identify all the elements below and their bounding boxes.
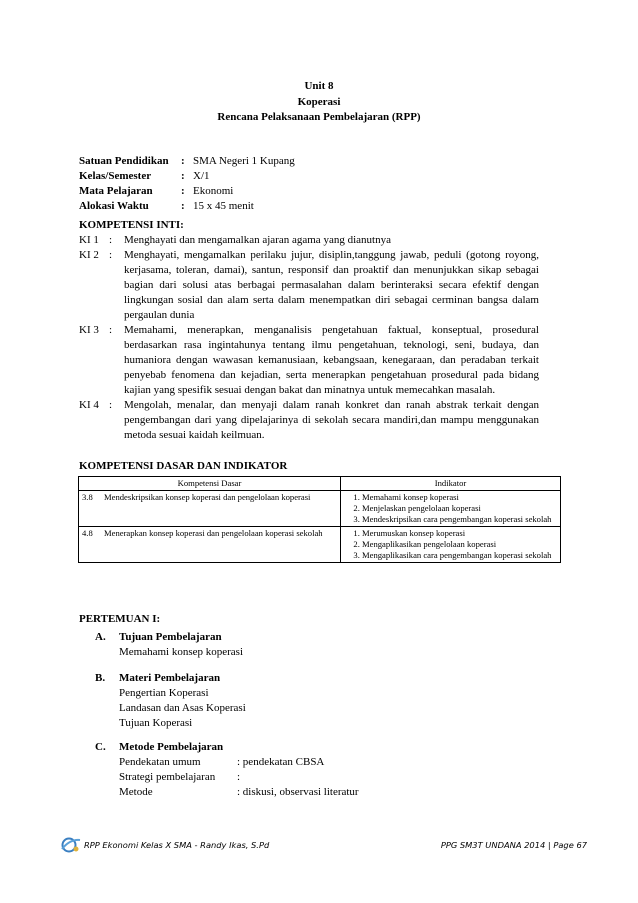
section-b bbox=[95, 671, 246, 731]
identity-colon: : bbox=[181, 185, 185, 197]
table-row bbox=[79, 491, 561, 527]
identity-label: Mata Pelajaran bbox=[79, 185, 153, 197]
method-label: Metode bbox=[119, 786, 153, 798]
meeting-heading: PERTEMUAN I: bbox=[79, 613, 161, 625]
kd-text: Mendeskripsikan konsep koperasi dan pengelolaan koperasi bbox=[104, 492, 311, 502]
indicator-cell bbox=[341, 491, 561, 527]
method-row bbox=[95, 755, 359, 770]
ki-code: KI 2 bbox=[79, 249, 99, 261]
indicator-column-header: Indikator bbox=[341, 477, 561, 491]
ki-text: Menghayati dan mengamalkan ajaran agama yang dianutnya bbox=[124, 234, 391, 246]
identity-value: SMA Negeri 1 Kupang bbox=[193, 155, 295, 167]
kd-text: Menerapkan konsep koperasi dan pengelolaan koperasi sekolah bbox=[104, 528, 323, 538]
ki-item bbox=[79, 248, 539, 323]
method-value: : bbox=[237, 771, 241, 783]
identity-value: X/1 bbox=[193, 170, 210, 182]
identity-label: Alokasi Waktu bbox=[79, 200, 149, 212]
section-item: Landasan dan Asas Koperasi bbox=[119, 702, 246, 714]
ki-code: KI 3 bbox=[79, 324, 99, 336]
identity-colon: : bbox=[181, 200, 185, 212]
ki-code: KI 1 bbox=[79, 234, 99, 246]
kd-cell bbox=[79, 491, 341, 527]
ki-item bbox=[79, 233, 539, 248]
page-footer bbox=[60, 838, 592, 854]
ki-code: KI 4 bbox=[79, 399, 99, 411]
identity-label: Kelas/Semester bbox=[79, 170, 152, 182]
method-value: : pendekatan CBSA bbox=[237, 756, 325, 768]
section-item: Pengertian Koperasi bbox=[119, 687, 209, 699]
table-row bbox=[79, 527, 561, 563]
section-letter: C. bbox=[95, 741, 106, 753]
section-c bbox=[95, 740, 359, 800]
indicator-item: 3. Mendeskripsikan cara pengembangan koperasi sekolah bbox=[362, 514, 557, 525]
ki-item bbox=[79, 398, 539, 443]
method-label: Pendekatan umum bbox=[119, 756, 201, 768]
identity-block bbox=[79, 154, 295, 214]
kd-table bbox=[78, 476, 561, 563]
ki-separator: : bbox=[109, 249, 113, 261]
university-logo-icon bbox=[60, 835, 82, 855]
ki-text: Mengolah, menalar, dan menyaji dalam ranah konkret dan ranah abstrak terkait dengan pengembangan dari yang dipelajarinya di sekolah secara mandiri,dan mampu menggunakan metoda sesuai kaidah keilmuan. bbox=[124, 399, 539, 441]
identity-row bbox=[79, 184, 295, 199]
kd-number: 4.8 bbox=[82, 528, 93, 538]
method-row bbox=[95, 785, 359, 800]
kd-heading: KOMPETENSI DASAR DAN INDIKATOR bbox=[79, 460, 288, 472]
identity-value: 15 x 45 menit bbox=[193, 200, 254, 212]
section-item: Tujuan Koperasi bbox=[119, 717, 193, 729]
kd-cell bbox=[79, 527, 341, 563]
indicator-cell bbox=[341, 527, 561, 563]
unit-title: Unit 8 bbox=[304, 80, 334, 92]
footer-right-text: PPG SM3T UNDANA 2014 | Page 67 bbox=[440, 840, 587, 850]
ki-separator: : bbox=[109, 234, 113, 246]
indicator-item: 2. Menjelaskan pengelolaan koperasi bbox=[362, 503, 557, 514]
indicator-item: 2. Mengaplikasikan pengelolaan koperasi bbox=[362, 539, 557, 550]
section-title: Materi Pembelajaran bbox=[119, 672, 221, 684]
ki-text: Memahami, menerapkan, menganalisis pengetahuan faktual, konseptual, prosedural berdasarkan rasa ingintahunya tentang ilmu pengetahuan, teknologi, seni, budaya, dan humaniora dengan wawasan kemanusiaan, kebangsaan, kenegaraan, dan peradaban terkait penyebab fenomena dan kejadian, serta menerapkan pengetahuan prosedural pada bidang kajian yang spesifik sesuai dengan bakat dan minatnya untuk memecahkan masalah. bbox=[124, 324, 539, 396]
identity-value: Ekonomi bbox=[193, 185, 234, 197]
method-row bbox=[95, 770, 359, 785]
method-value: : diskusi, observasi literatur bbox=[237, 786, 359, 798]
identity-label: Satuan Pendidikan bbox=[79, 155, 169, 167]
document-title: Rencana Pelaksanaan Pembelajaran (RPP) bbox=[217, 111, 421, 123]
indicator-item: 1. Memahami konsep koperasi bbox=[362, 492, 557, 503]
ki-list bbox=[79, 233, 539, 443]
ki-separator: : bbox=[109, 399, 113, 411]
section-letter: B. bbox=[95, 672, 106, 684]
identity-row bbox=[79, 199, 295, 214]
method-label: Strategi pembelajaran bbox=[119, 771, 216, 783]
section-a bbox=[95, 630, 243, 660]
section-item: Memahami konsep koperasi bbox=[119, 646, 244, 658]
identity-row bbox=[79, 154, 295, 169]
footer-left-text: RPP Ekonomi Kelas X SMA - Randy Ikas, S.Pd bbox=[84, 840, 270, 850]
identity-colon: : bbox=[181, 170, 185, 182]
identity-colon: : bbox=[181, 155, 185, 167]
identity-row bbox=[79, 169, 295, 184]
section-title: Tujuan Pembelajaran bbox=[119, 631, 222, 643]
ki-heading: KOMPETENSI INTI: bbox=[79, 219, 184, 231]
kd-column-header: Kompetensi Dasar bbox=[79, 477, 341, 491]
section-title: Metode Pembelajaran bbox=[119, 741, 224, 753]
indicator-item: 1. Merumuskan konsep koperasi bbox=[362, 528, 557, 539]
topic-title: Koperasi bbox=[297, 96, 341, 108]
section-letter: A. bbox=[95, 631, 106, 643]
ki-text: Menghayati, mengamalkan perilaku jujur, disiplin,tanggung jawab, peduli (gotong royong, kerjasama, toleran, damai), santun, responsif dan proaktif dan menunjukkan sikap sebagai bagian dari solusi atas berbagai permasalahan dalam berinteraksi secara efektif dengan lingkungan sosial dan alam serta dalam menempatkan diri sebagai cerminan bangsa dalam pergaulan dunia bbox=[124, 249, 539, 321]
kd-number: 3.8 bbox=[82, 492, 93, 502]
ki-item bbox=[79, 323, 539, 398]
ki-separator: : bbox=[109, 324, 113, 336]
indicator-item: 3. Mengaplikasikan cara pengembangan koperasi sekolah bbox=[362, 550, 557, 561]
